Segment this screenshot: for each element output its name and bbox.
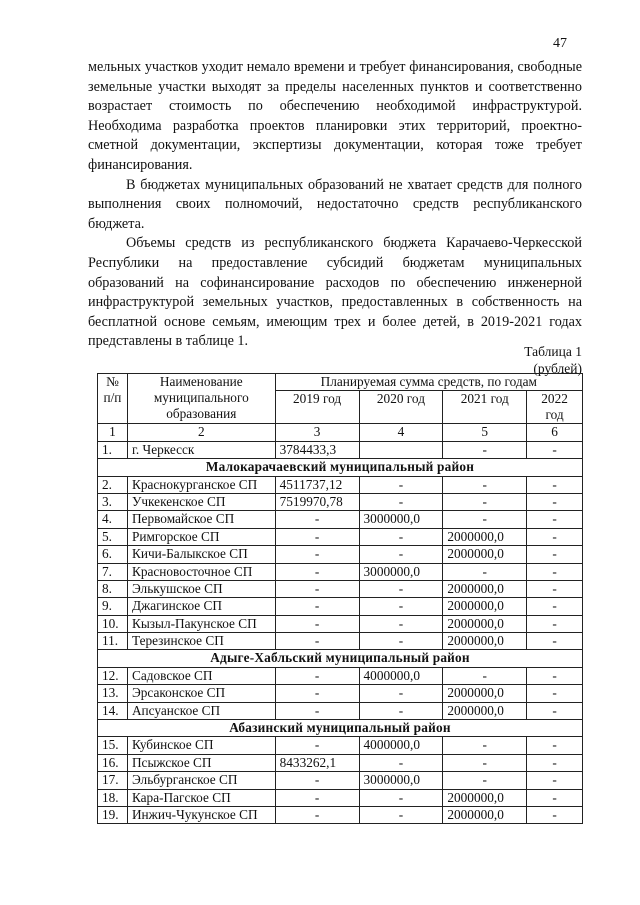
row-num: 2. [98, 476, 128, 493]
row-2022: - [527, 598, 583, 615]
row-2021: - [443, 493, 527, 510]
row-2021: - [443, 754, 527, 771]
row-num: 4. [98, 511, 128, 528]
row-name: Апсуанское СП [127, 702, 275, 719]
row-2020: 4000000,0 [359, 737, 443, 754]
row-2022: - [527, 493, 583, 510]
row-2020: - [359, 685, 443, 702]
header-2021: 2021 год [443, 391, 527, 424]
row-num: 14. [98, 702, 128, 719]
row-2019: - [275, 633, 359, 650]
row-2022: - [527, 528, 583, 545]
row-name: Кызыл-Пакунское СП [127, 615, 275, 632]
row-num: 7. [98, 563, 128, 580]
table-caption-title: Таблица 1 [524, 344, 582, 359]
table-row [98, 598, 583, 615]
row-2022: - [527, 772, 583, 789]
table-header-row [98, 374, 583, 391]
row-2019: - [275, 772, 359, 789]
row-num: 15. [98, 737, 128, 754]
row-2019: - [275, 563, 359, 580]
page-number: 47 [553, 36, 567, 51]
table-row [98, 702, 583, 719]
row-2020: 4000000,0 [359, 667, 443, 684]
table-row [98, 737, 583, 754]
row-2020: - [359, 702, 443, 719]
row-2020 [359, 441, 443, 458]
row-2021: - [443, 511, 527, 528]
table-row [98, 493, 583, 510]
row-name: Кубинское СП [127, 737, 275, 754]
row-name: Кара-Пагское СП [127, 789, 275, 806]
row-2019: - [275, 528, 359, 545]
row-2021: 2000000,0 [443, 633, 527, 650]
row-2022: - [527, 563, 583, 580]
row-2020: - [359, 598, 443, 615]
row-2019: 8433262,1 [275, 754, 359, 771]
row-2022: - [527, 789, 583, 806]
row-2019: 4511737,12 [275, 476, 359, 493]
colnum: 6 [527, 424, 583, 441]
table-row [98, 685, 583, 702]
colnum: 4 [359, 424, 443, 441]
table-row [98, 546, 583, 563]
row-num: 3. [98, 493, 128, 510]
row-name: Садовское СП [127, 667, 275, 684]
row-2019: - [275, 789, 359, 806]
row-2021: 2000000,0 [443, 685, 527, 702]
paragraph-3: Объемы средств из республиканского бюджета Карачаево-Черкесской Республики на предоставление субсидий бюджетам муниципальных образований на софинансирование расходов по обеспечению инженерной инфраструктурой земельных участков, предоставленных в собственность на бесплатной основе семьям, имеющим трех и более детей, в 2019-2021 годах представлены в таблице 1. [88, 235, 582, 350]
row-name: Учкекенское СП [127, 493, 275, 510]
row-2021: - [443, 476, 527, 493]
row-2021: 2000000,0 [443, 806, 527, 823]
section-row [98, 720, 583, 737]
table-row [98, 667, 583, 684]
row-2020: - [359, 806, 443, 823]
body-text [88, 58, 582, 352]
colnum: 3 [275, 424, 359, 441]
header-name: Наименование муниципального образования [127, 374, 275, 424]
table-row [98, 633, 583, 650]
row-2019: - [275, 511, 359, 528]
row-num: 9. [98, 598, 128, 615]
row-2021: 2000000,0 [443, 546, 527, 563]
row-2022: - [527, 441, 583, 458]
row-2022: - [527, 511, 583, 528]
row-2020: - [359, 546, 443, 563]
paragraph-2: В бюджетах муниципальных образований не хватает средств для полного выполнения своих полномочий, недостаточно средств республиканского бюджета. [88, 176, 582, 232]
row-2021: - [443, 563, 527, 580]
row-2021: - [443, 737, 527, 754]
row-2020: - [359, 633, 443, 650]
row-name: г. Черкесск [127, 441, 275, 458]
table-row [98, 580, 583, 597]
row-2021: - [443, 667, 527, 684]
table-row [98, 441, 583, 458]
row-2020: 3000000,0 [359, 772, 443, 789]
row-2020: - [359, 615, 443, 632]
row-2022: - [527, 685, 583, 702]
row-name: Эльбурганское СП [127, 772, 275, 789]
section-row [98, 459, 583, 476]
row-2022: - [527, 667, 583, 684]
row-num: 17. [98, 772, 128, 789]
row-2021: 2000000,0 [443, 580, 527, 597]
row-2020: - [359, 789, 443, 806]
row-name: Псыжское СП [127, 754, 275, 771]
header-2022: 2022 год [527, 391, 583, 424]
header-planned: Планируемая сумма средств, по годам [275, 374, 582, 391]
table-row [98, 789, 583, 806]
row-num: 18. [98, 789, 128, 806]
row-2022: - [527, 737, 583, 754]
table-row [98, 511, 583, 528]
row-2019: 3784433,3 [275, 441, 359, 458]
section-heading: Малокарачаевский муниципальный район [98, 459, 583, 476]
row-name: Эрсаконское СП [127, 685, 275, 702]
row-num: 11. [98, 633, 128, 650]
row-name: Римгорское СП [127, 528, 275, 545]
row-num: 16. [98, 754, 128, 771]
row-2022: - [527, 754, 583, 771]
row-2020: - [359, 754, 443, 771]
row-2019: - [275, 806, 359, 823]
row-2019: - [275, 615, 359, 632]
row-2022: - [527, 580, 583, 597]
row-2021: - [443, 441, 527, 458]
row-2022: - [527, 546, 583, 563]
row-2022: - [527, 702, 583, 719]
row-2020: - [359, 528, 443, 545]
row-num: 13. [98, 685, 128, 702]
row-2019: - [275, 546, 359, 563]
row-name: Краснокурганское СП [127, 476, 275, 493]
header-2020: 2020 год [359, 391, 443, 424]
row-2019: - [275, 702, 359, 719]
row-2020: - [359, 476, 443, 493]
row-2021: 2000000,0 [443, 789, 527, 806]
row-2019: - [275, 580, 359, 597]
row-num: 1. [98, 441, 128, 458]
row-2022: - [527, 615, 583, 632]
header-num: № п/п [98, 374, 128, 424]
table-row [98, 806, 583, 823]
table-row [98, 754, 583, 771]
table-row [98, 476, 583, 493]
row-name: Кичи-Балыкское СП [127, 546, 275, 563]
row-num: 19. [98, 806, 128, 823]
row-num: 5. [98, 528, 128, 545]
row-2021: 2000000,0 [443, 702, 527, 719]
row-name: Терезинское СП [127, 633, 275, 650]
row-num: 10. [98, 615, 128, 632]
row-2019: 7519970,78 [275, 493, 359, 510]
row-2021: - [443, 772, 527, 789]
table-row [98, 772, 583, 789]
row-2021: 2000000,0 [443, 598, 527, 615]
table-caption [524, 343, 582, 377]
section-heading: Абазинский муниципальный район [98, 720, 583, 737]
colnum: 5 [443, 424, 527, 441]
row-2020: - [359, 580, 443, 597]
header-2019: 2019 год [275, 391, 359, 424]
row-2020: 3000000,0 [359, 563, 443, 580]
row-2022: - [527, 476, 583, 493]
row-2020: 3000000,0 [359, 511, 443, 528]
table-row [98, 528, 583, 545]
row-name: Первомайское СП [127, 511, 275, 528]
row-2019: - [275, 667, 359, 684]
row-2019: - [275, 598, 359, 615]
row-num: 6. [98, 546, 128, 563]
row-2021: 2000000,0 [443, 615, 527, 632]
table-row [98, 615, 583, 632]
column-number-row [98, 424, 583, 441]
section-row [98, 650, 583, 667]
colnum: 2 [127, 424, 275, 441]
paragraph-1: мельных участков уходит немало времени и требует финансирования, свободные земельные участки выходят за пределы населенных пунктов и соответственно возрастает стоимость по обеспечению необходимой инфраструктурой. Необходима разработка проектов планировки этих территорий, проектно-сметной документации, экспертизы документации, которая тоже требует финансирования. [88, 59, 582, 173]
row-2020: - [359, 493, 443, 510]
row-2019: - [275, 685, 359, 702]
row-name: Элькушское СП [127, 580, 275, 597]
table-row [98, 563, 583, 580]
row-name: Джагинское СП [127, 598, 275, 615]
row-name: Инжич-Чукунское СП [127, 806, 275, 823]
row-2019: - [275, 737, 359, 754]
row-num: 12. [98, 667, 128, 684]
row-2022: - [527, 806, 583, 823]
section-heading: Адыге-Хабльский муниципальный район [98, 650, 583, 667]
subsidy-table [97, 373, 583, 824]
row-name: Красновосточное СП [127, 563, 275, 580]
row-num: 8. [98, 580, 128, 597]
colnum: 1 [98, 424, 128, 441]
table-units: (рублей) [533, 361, 582, 376]
row-2021: 2000000,0 [443, 528, 527, 545]
row-2022: - [527, 633, 583, 650]
